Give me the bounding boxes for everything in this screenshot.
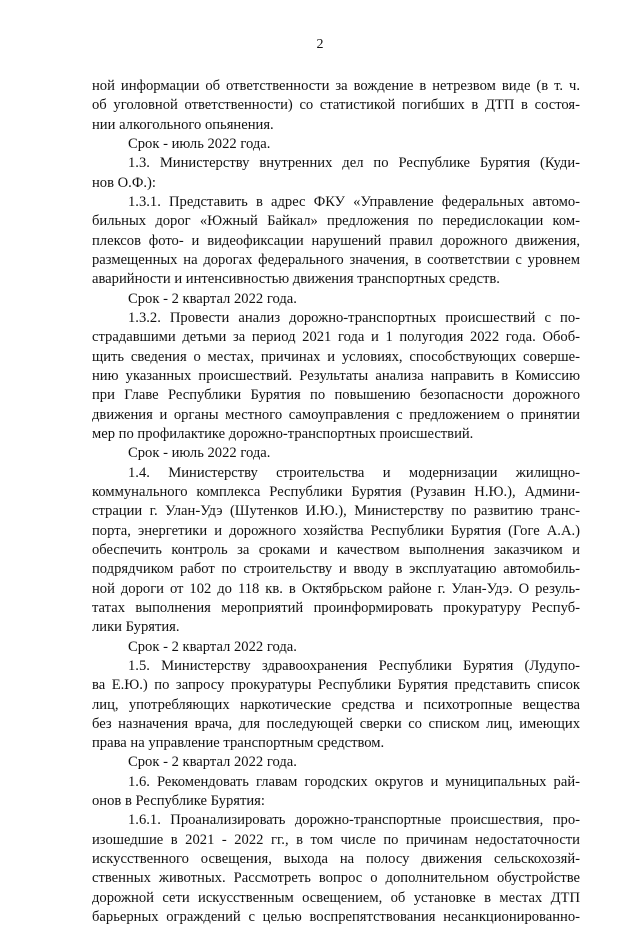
- text-line: Срок - 2 квартал 2022 года.: [128, 754, 297, 771]
- text-line: нии алкогольного опьянения.: [92, 116, 274, 133]
- text-line: ственных животных. Рассмотреть вопрос о дополнительном обустройстве: [92, 870, 580, 887]
- text-line: страдавшими детьми за период 2021 года и 1 полугодия 2022 года. Обоб-: [92, 329, 580, 346]
- text-line: права на управление транспортным средством.: [92, 735, 385, 752]
- text-line: изошедшие в 2021 - 2022 гг., в том числе по причинам недостаточности: [92, 831, 580, 848]
- text-line: нию указанных происшествий. Результаты анализа направить в Комиссию: [92, 367, 580, 384]
- text-line: Срок - 2 квартал 2022 года.: [128, 290, 297, 307]
- text-line: онов в Республике Бурятия:: [92, 793, 265, 810]
- text-line: нов О.Ф.):: [92, 174, 156, 191]
- text-line: искусственного освещения, выхода на полосу движения сельскохозяй-: [92, 851, 580, 868]
- text-line: размещенных на дорогах федерального значения, в соответствии с уровнем: [92, 251, 580, 268]
- text-line: лики Бурятия.: [92, 619, 180, 636]
- text-line: Срок - июль 2022 года.: [128, 445, 271, 462]
- text-line: 1.3.1. Представить в адрес ФКУ «Управление федеральных автомо-: [128, 193, 580, 210]
- text-line: ной дороги от 102 до 118 кв. в Октябрьском районе г. Улан-Удэ. О резуль-: [92, 580, 580, 597]
- text-line: 1.4. Министерству строительства и модернизации жилищно-: [128, 464, 580, 481]
- text-line: коммунального комплекса Республики Бурятия (Рузавин Н.Ю.), Админи-: [92, 483, 580, 500]
- text-line: Срок - 2 квартал 2022 года.: [128, 638, 297, 655]
- text-line: 1.3.2. Провести анализ дорожно-транспортных происшествий с по-: [128, 309, 580, 326]
- text-line: 1.3. Министерству внутренних дел по Республике Бурятия (Куди-: [128, 155, 580, 172]
- text-line: щить сведения о местах, причинах и условиях, способствующих соверше-: [92, 348, 580, 365]
- text-line: татах выполнения мероприятий проинформировать прокуратуру Респуб-: [92, 599, 580, 616]
- text-line: подрядчиком работ по строительству и вводу в эксплуатацию автомобиль-: [92, 561, 580, 578]
- text-line: ной информации об ответственности за вождение в нетрезвом виде (в т. ч.: [92, 78, 580, 94]
- text-line: Срок - июль 2022 года.: [128, 135, 271, 152]
- text-line: 1.6. Рекомендовать главам городских округов и муниципальных рай-: [128, 773, 580, 790]
- text-line: порта, энергетики и дорожного хозяйства Республики Бурятия (Гоге А.А.): [92, 522, 580, 539]
- text-line: лиц, употребляющих наркотические средства и психотропные вещества: [92, 696, 580, 713]
- text-line: при Главе Республики Бурятия по повышению безопасности дорожного: [92, 387, 580, 404]
- text-line: обеспечить контроль за сроками и качеством выполнения заказчиком и: [92, 541, 580, 558]
- text-line: плексов фото- и видеофиксации нарушений правил дорожного движения,: [92, 232, 580, 249]
- text-line: об уголовной ответственности) со статистикой погибших в ДТП в состоя-: [92, 97, 580, 114]
- text-line: аварийности и интенсивностью движения транспортных средств.: [92, 271, 500, 288]
- text-line: ва Е.Ю.) по запросу прокуратуры Республики Бурятия представить список: [92, 677, 580, 694]
- text-line: бильных дорог «Южный Байкал» предложения по передислокации ком-: [92, 213, 580, 230]
- text-line: без назначения врача, для последующей сверки со списком лиц, имеющих: [92, 715, 580, 732]
- text-line: дорожной сети искусственным освещением, об установке в местах ДТП: [92, 889, 580, 906]
- text-line: движения и органы местного самоуправления с предложением о принятии: [92, 406, 580, 423]
- page-number: 2: [316, 37, 324, 52]
- text-line: мер по профилактике дорожно-транспортных происшествий.: [92, 425, 474, 442]
- body-text: [92, 77, 580, 927]
- text-line: 1.5. Министерству здравоохранения Республики Бурятия (Лудупо-: [128, 657, 580, 674]
- text-line: 1.6.1. Проанализировать дорожно-транспортные происшествия, про-: [128, 812, 580, 829]
- text-line: барьерных ограждений с целью воспрепятствования несанкционированно-: [92, 909, 580, 926]
- text-line: страции г. Улан-Удэ (Шутенков И.Ю.), Министерству по развитию транс-: [92, 503, 580, 520]
